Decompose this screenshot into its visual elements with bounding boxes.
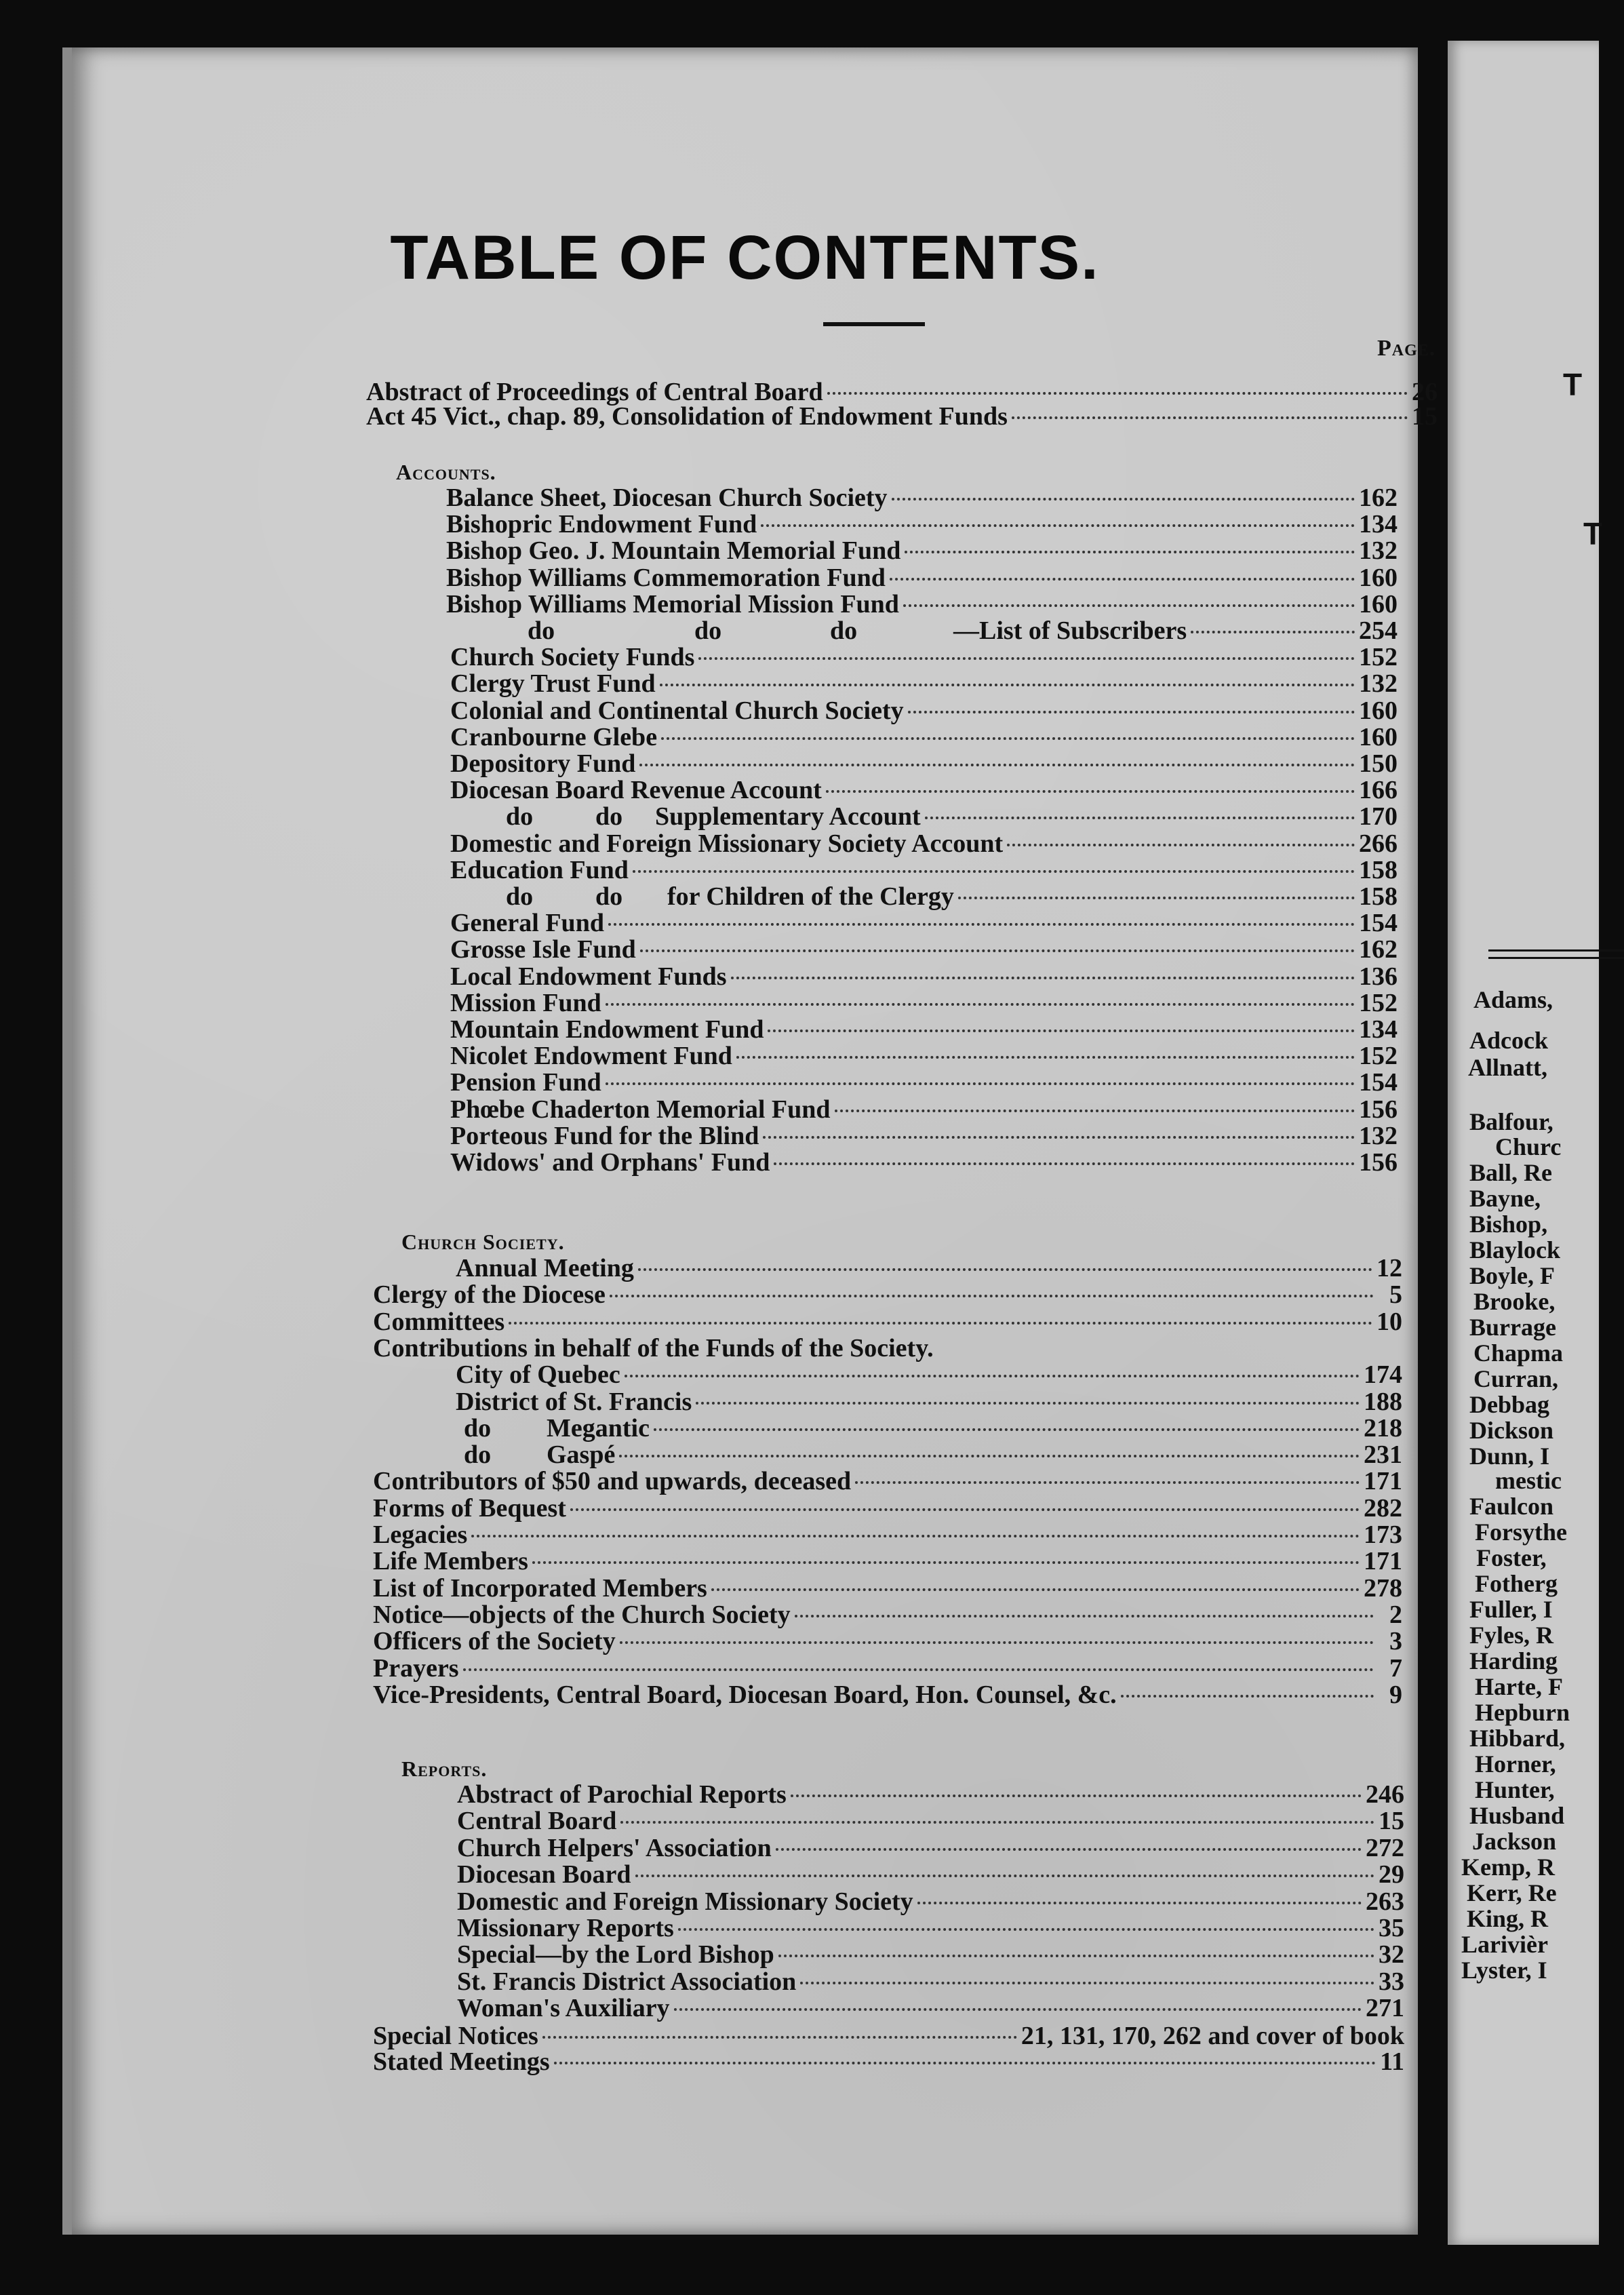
entry-page-number: 254 [1359,616,1398,645]
entry-page-number: 154 [1359,1068,1398,1097]
toc-entry [450,724,1398,751]
entry-page-number: 132 [1359,536,1398,566]
dot-leader [835,1110,1355,1112]
facing-page-name: Hepburn [1475,1699,1570,1726]
entry-label: Vice-Presidents, Central Board, Diocesan Board, Hon. Counsel, &c. [373,1680,1117,1709]
toc-entry [450,1069,1398,1096]
dot-leader [620,1641,1374,1644]
toc-entry [450,1042,1398,1070]
entry-page-number: 152 [1359,643,1398,672]
entry-page-number: 12 [1377,1254,1402,1282]
facing-page-name: Fyles, R [1469,1622,1553,1649]
entry-page-number: 171 [1364,1547,1402,1576]
entry-label: Stated Meetings [373,2047,550,2076]
dot-leader [763,1136,1355,1139]
section-heading-accounts: Accounts. [396,460,496,484]
entry-page-number: 10 [1377,1307,1402,1336]
facing-page-name: Curran, [1473,1365,1558,1392]
facing-page-name: Horner, [1475,1750,1556,1778]
left-page [62,47,1438,2235]
entry-page-number: 11 [1380,2047,1404,2076]
dot-leader [509,1322,1372,1325]
toc-entry [450,936,1398,963]
dot-leader [776,1848,1362,1851]
entry-page-number: 162 [1359,484,1398,512]
entry-page-number: 160 [1359,722,1398,751]
facing-page-name: Balfour, [1469,1108,1553,1135]
entry-page-number: 156 [1359,1148,1398,1177]
dot-leader [542,2036,1017,2039]
toc-entry [373,2048,1404,2075]
entry-label: Local Endowment Funds [450,962,727,991]
facing-page-name: Dunn, I [1469,1443,1550,1470]
facing-page-name: Harding [1469,1647,1558,1674]
dot-leader [635,1875,1375,1877]
facing-page-name: Churc [1495,1133,1562,1160]
entry-page-number: 7 [1389,1653,1402,1683]
entry-page-number: 136 [1359,962,1398,991]
entry-label: Woman's Auxiliary [457,1994,670,2023]
entry-page-number: 162 [1359,935,1398,964]
toc-entry [373,1335,1402,1362]
facing-page-name: Bayne, [1469,1185,1541,1212]
dot-leader [774,1162,1355,1165]
entry-label: Domestic and Foreign Missionary Society [457,1887,913,1916]
entry-label: Depository Fund [450,749,636,778]
entry-page-number: 166 [1359,776,1398,805]
entry-label: Bishopric Endowment Fund [446,510,757,539]
facing-page-name: Allnatt, [1468,1054,1547,1081]
dot-leader [660,684,1355,686]
entry-page-number: 173 [1364,1521,1402,1549]
entry-label: Bishop Geo. J. Mountain Memorial Fund [446,536,901,566]
dot-leader [791,1794,1362,1797]
page-title: TABLE OF CONTENTS. [390,223,1100,292]
entry-page-number: 158 [1359,882,1398,911]
dot-leader [778,1955,1374,1957]
entry-label: Contributions in behalf of the Funds of the Society. [373,1333,934,1362]
ditto-mark: do [528,616,555,645]
dot-leader [761,524,1355,527]
facing-page-name: Adams, [1473,986,1553,1013]
facing-page-name: Bishop, [1469,1211,1548,1238]
entry-label: Annual Meeting [456,1254,634,1282]
title-rule [823,322,925,326]
dot-leader [674,2008,1362,2011]
facing-page-rule [1488,949,1624,959]
entry-label: Notice—objects of the Church Society [373,1600,791,1629]
entry-label: Porteous Fund for the Blind [450,1121,759,1150]
facing-page-name: Harte, F [1475,1673,1563,1700]
ditto-mark: do [464,1413,492,1443]
facing-page-name: King, R [1467,1905,1549,1932]
toc-entry [457,1995,1404,2022]
toc-entry [373,1628,1402,1655]
entry-label: Special Notices [373,2022,538,2050]
entry-label: Mountain Endowment Fund [450,1015,764,1044]
entry-page-number: 174 [1364,1360,1402,1390]
toc-entry [450,1016,1398,1043]
toc-entry [450,777,1398,804]
entry-page-number: 150 [1359,749,1398,778]
dot-leader [795,1615,1374,1617]
entry-label: Gaspé [547,1440,616,1470]
dot-leader [633,870,1355,873]
entry-page-number: 5 [1389,1280,1402,1310]
entry-label: Domestic and Foreign Missionary Society Account [450,829,1004,858]
facing-page-name: Boyle, F [1469,1262,1555,1289]
entry-label: Church Helpers' Association [457,1833,772,1862]
entry-page-number: 15 [1379,1807,1404,1836]
dot-leader [731,977,1355,979]
dot-leader [1191,631,1355,633]
entry-page-number: 278 [1364,1573,1402,1603]
dot-leader [471,1535,1360,1537]
toc-entry [373,1281,1402,1308]
dot-leader [619,1455,1360,1457]
entry-label: Legacies [373,1521,468,1549]
entry-label: Prayers [373,1653,459,1683]
entry-page-number: 29 [1379,1860,1404,1889]
entry-label: Life Members [373,1547,528,1576]
ditto-mark: do [830,616,858,645]
toc-entry [450,963,1398,990]
dot-leader [606,1082,1355,1085]
dot-leader [640,949,1355,952]
entry-page-number: 160 [1359,563,1398,592]
toc-entry [450,750,1398,777]
dot-leader [903,604,1355,607]
toc-entry [450,644,1398,671]
toc-entry [446,564,1398,591]
facing-page-name: Adcock [1469,1027,1548,1054]
entry-label: Missionary Reports [457,1914,674,1942]
entry-page-number: 132 [1359,669,1398,699]
toc-entry [450,857,1398,884]
facing-page-name: Lyster, I [1461,1957,1547,1984]
toc-entry: Abstract of Proceedings of Central Board 26 [366,378,1438,406]
facing-page-letter: T [1563,367,1583,402]
entry-page-number: 171 [1364,1467,1402,1496]
entry-page-number: 160 [1359,696,1398,725]
entry-label: Diocesan Board [457,1860,631,1889]
dot-leader [917,1902,1362,1904]
facing-page-name: mestic [1495,1467,1562,1494]
dot-leader [610,1295,1374,1297]
entry-label: Forms of Bequest [373,1493,566,1523]
dot-leader [606,1003,1355,1006]
entry-page-number: 158 [1359,855,1398,884]
entry-label: General Fund [450,909,604,938]
dot-leader [678,1928,1374,1931]
entry-label: Cranbourne Glebe [450,722,658,751]
ditto-mark: do [506,882,534,911]
ditto-mark: do [694,616,722,645]
entry-label: Colonial and Continental Church Society [450,696,904,725]
toc-entry [446,591,1398,618]
toc-entry [446,511,1398,538]
facing-page-name: Larivièr [1461,1931,1548,1958]
toc-entry [446,537,1398,564]
entry-page-number: 160 [1359,589,1398,619]
toc-entry [457,1941,1404,1968]
dot-leader [639,764,1355,766]
toc-entry [457,1835,1404,1862]
toc-entry [457,1781,1404,1808]
entry-page-number: 32 [1379,1940,1404,1969]
dot-leader [554,2062,1376,2064]
entry-label: District of St. Francis [456,1387,692,1416]
dot-leader [463,1668,1374,1671]
dot-leader [625,1375,1360,1377]
toc-entry [373,1655,1402,1682]
toc-entry [667,883,1398,910]
toc-entry [456,1361,1402,1388]
dot-leader [855,1481,1360,1484]
entry-page-number: 271 [1366,1994,1404,2023]
toc-entry [457,1861,1404,1888]
facing-page-name: Chapma [1473,1339,1564,1367]
entry-page-number: 152 [1359,1042,1398,1071]
toc-entry: Act 45 Vict., chap. 89, Consolidation of Endowment Funds 15 [366,402,1438,431]
toc-entry [456,1388,1402,1415]
facing-page-name: Ball, Re [1469,1159,1552,1186]
toc-entry [450,1096,1398,1123]
entry-label: Bishop Williams Memorial Mission Fund [446,589,899,619]
toc-entry [373,2022,1404,2049]
entry-label: Widows' and Orphans' Fund [450,1148,770,1177]
entry-label: Church Society Funds [450,643,695,672]
entry-label: for Children of the Clergy [667,882,954,911]
dot-leader [698,657,1355,660]
toc-entry [953,617,1398,644]
entry-page-number: 188 [1364,1387,1402,1416]
facing-page [1448,41,1603,2245]
dot-leader [736,1056,1355,1059]
ditto-mark: do [464,1440,492,1470]
dot-leader [925,817,1355,819]
dot-leader [620,1821,1374,1824]
facing-page-name: Debbag [1469,1391,1550,1418]
entry-label: Balance Sheet, Diocesan Church Society [446,484,888,512]
toc-entry [457,1915,1404,1942]
entry-label: Diocesan Board Revenue Account [450,776,822,805]
toc-entry [450,989,1398,1017]
dot-leader [711,1588,1360,1591]
entry-page-number: 170 [1359,802,1398,831]
ditto-mark: do [595,802,623,831]
dot-leader [892,498,1355,501]
entry-page-number: 33 [1379,1967,1404,1996]
facing-page-name: Kemp, R [1461,1853,1555,1881]
toc-entry [373,1601,1402,1628]
facing-page-name: Hibbard, [1469,1725,1566,1752]
facing-page-name: Burrage [1469,1314,1556,1341]
toc-entry [373,1681,1402,1708]
facing-page-letter: T [1583,516,1603,551]
dot-leader [890,578,1355,581]
entry-page-number: 9 [1389,1680,1402,1709]
toc-entry [457,1968,1404,1995]
facing-page-name: Husband [1469,1802,1565,1829]
toc-entry [450,670,1398,697]
section-heading-church-society: Church Society. [401,1230,565,1254]
entry-label: Mission Fund [450,988,601,1017]
entry-page-number: 134 [1359,1015,1398,1044]
toc-entry [450,1149,1398,1176]
facing-page-name: Kerr, Re [1467,1879,1557,1906]
entry-label: Abstract of Parochial Reports [457,1780,787,1809]
toc-entry [547,1415,1402,1442]
entry-label: St. Francis District Association [457,1967,797,1996]
page-column-heading: Page. [1377,336,1436,361]
entry-page-number: 272 [1366,1833,1404,1862]
facing-page-name: Dickson [1469,1417,1554,1444]
entry-page-number: 246 [1366,1780,1404,1809]
entry-page-number: 282 [1364,1493,1402,1523]
facing-page-name: Fotherg [1475,1570,1558,1597]
entry-page-number: 231 [1364,1440,1402,1470]
toc-entry [373,1575,1402,1602]
dot-leader [532,1561,1360,1564]
section-heading-reports: Reports. [401,1757,488,1781]
entry-page-number: 3 [1389,1627,1402,1656]
entry-label: Supplementary Account [655,802,921,831]
facing-page-name: Jackson [1472,1828,1557,1855]
dot-leader [638,1268,1372,1271]
dot-leader [661,737,1355,740]
entry-page-number: 132 [1359,1121,1398,1150]
toc-entry [373,1468,1402,1495]
entry-label: City of Quebec [456,1360,620,1390]
entry-page-number: 218 [1364,1413,1402,1443]
dot-leader [696,1402,1360,1405]
toc-entry [450,1122,1398,1150]
dot-leader [908,711,1355,713]
facing-page-name: Hunter, [1475,1776,1555,1803]
dot-leader [1007,844,1355,846]
facing-page-name: Faulcon [1469,1493,1554,1520]
entry-page-number: 154 [1359,909,1398,938]
entry-page-number: 156 [1359,1095,1398,1124]
toc-entry [457,1807,1404,1835]
toc-entry [655,803,1398,830]
toc-entry [446,484,1398,511]
entry-label: Committees [373,1307,505,1336]
entry-page-number: 2 [1389,1600,1402,1629]
toc-entry [450,830,1398,857]
entry-label: Officers of the Society [373,1627,616,1656]
dot-leader [608,923,1355,926]
entry-page-number: 35 [1379,1914,1404,1942]
dot-leader [800,1982,1374,1984]
dot-leader [958,897,1355,899]
entry-label: Education Fund [450,855,629,884]
entry-label: Central Board [457,1807,617,1836]
entry-page-number: 21, 131, 170, 262 and cover of book [1021,2022,1404,2050]
dot-leader [905,551,1355,553]
dot-leader [1121,1695,1374,1698]
entry-page-number: 263 [1366,1887,1404,1916]
entry-page-number: 152 [1359,988,1398,1017]
toc-entry [373,1308,1402,1335]
entry-label: Pension Fund [450,1068,601,1097]
facing-page-name: Foster, [1476,1544,1547,1571]
entry-page-number: 134 [1359,510,1398,539]
toc-entry [373,1521,1402,1548]
entry-label: Special—by the Lord Bishop [457,1940,774,1969]
dot-leader [826,790,1355,793]
entry-label: Clergy Trust Fund [450,669,656,699]
entry-label: Phœbe Chaderton Memorial Fund [450,1095,831,1124]
facing-page-name: Forsythe [1475,1518,1567,1546]
dot-leader [768,1029,1355,1032]
entry-label: Bishop Williams Commemoration Fund [446,563,886,592]
entry-label: Megantic [547,1413,650,1443]
toc-entry [373,1495,1402,1522]
facing-page-name: Blaylock [1469,1236,1561,1263]
entry-label: Nicolet Endowment Fund [450,1042,732,1071]
facing-page-name: Brooke, [1473,1288,1556,1315]
ditto-mark: do [506,802,534,831]
ditto-mark: do [595,882,623,911]
entry-label: Clergy of the Diocese [373,1280,606,1310]
toc-entry [373,1548,1402,1575]
entry-label: Grosse Isle Fund [450,935,636,964]
entry-label: —List of Subscribers [953,616,1187,645]
entry-label: List of Incorporated Members [373,1573,707,1603]
toc-entry [450,697,1398,724]
toc-entry [457,1888,1404,1915]
entry-label: Contributors of $50 and upwards, deceased [373,1467,852,1496]
entry-page-number: 266 [1359,829,1398,858]
facing-page-name: Fuller, I [1469,1596,1553,1623]
dot-leader [570,1508,1360,1511]
toc-entry [456,1255,1402,1282]
toc-entry [547,1441,1402,1468]
toc-entry [450,909,1398,937]
dot-leader [654,1428,1360,1431]
